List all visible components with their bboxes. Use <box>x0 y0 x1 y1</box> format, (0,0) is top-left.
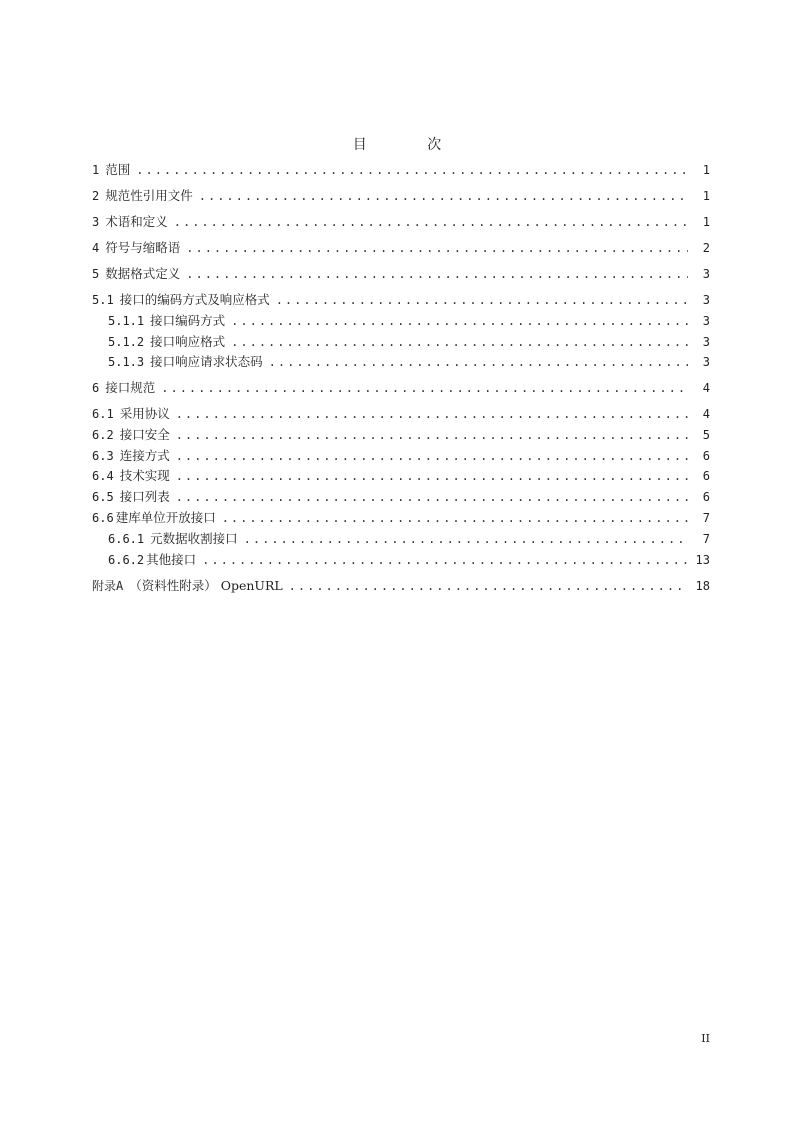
toc-leader-dots <box>269 352 688 372</box>
toc-entry-label: 接口响应格式 <box>150 334 226 349</box>
toc-leader-dots <box>231 311 688 331</box>
toc-entry[interactable] <box>0 352 794 372</box>
toc-entry[interactable] <box>0 311 794 331</box>
toc-entry-label: 其他接口 <box>146 552 197 567</box>
toc-entry-number: 6.4 <box>92 469 114 483</box>
toc-entry-number: 5.1.1 <box>108 314 145 328</box>
toc-entry-number: 6.3 <box>92 449 114 463</box>
toc-leader-dots <box>186 238 688 258</box>
toc-entry[interactable] <box>0 404 794 424</box>
toc-entry-page: 3 <box>702 267 710 281</box>
toc-entry[interactable] <box>0 378 794 398</box>
toc-entry-number: 4 <box>92 241 100 255</box>
toc-entry-label: 接口编码方式 <box>150 313 226 328</box>
toc-entry-page: 13 <box>695 553 710 567</box>
toc-entry-label: 元数据收割接口 <box>150 531 238 546</box>
toc-leader-dots <box>176 466 688 486</box>
toc-entry[interactable] <box>0 576 794 596</box>
toc-entry-label: 接口的编码方式及响应格式 <box>119 292 270 307</box>
toc-leader-dots <box>289 576 688 596</box>
toc-leader-dots <box>199 186 688 206</box>
toc-entry-label: 接口响应请求状态码 <box>150 354 263 369</box>
toc-entry-number: 5.1.3 <box>108 355 145 369</box>
toc-entry-number: 5.1.2 <box>108 335 145 349</box>
toc-leader-dots <box>176 425 688 445</box>
toc-entry[interactable] <box>0 264 794 284</box>
toc-leader-dots <box>161 378 688 398</box>
toc-entry-label: 技术实现 <box>119 468 170 483</box>
toc-entry-label: （资料性附录） OpenURL <box>129 578 283 593</box>
toc-entry-number: 6 <box>92 381 100 395</box>
toc-leader-dots <box>176 487 688 507</box>
toc-leader-dots <box>174 212 688 232</box>
toc-entry-label: 术语和定义 <box>105 214 168 229</box>
toc-entry-label: 采用协议 <box>119 406 170 421</box>
toc-entry-number: 6.1 <box>92 407 114 421</box>
toc-entry-page: 6 <box>702 490 710 504</box>
toc-entry-number: 6.6.1 <box>108 532 145 546</box>
page-title: 目 次 <box>352 137 470 153</box>
toc-entry[interactable] <box>0 550 794 570</box>
toc-entry-label: 连接方式 <box>119 448 170 463</box>
toc-entry-number: 6.5 <box>92 490 114 504</box>
toc-entry-page: 6 <box>702 449 710 463</box>
toc-entry-number: 6.2 <box>92 428 114 442</box>
toc-entry-number: 2 <box>92 189 100 203</box>
toc-entry-label: 接口安全 <box>119 427 170 442</box>
toc-leader-dots <box>244 529 688 549</box>
toc-entry[interactable] <box>0 160 794 180</box>
toc-entry-number: 3 <box>92 215 100 229</box>
toc-entry-page: 3 <box>702 355 710 369</box>
toc-entry-label: 数据格式定义 <box>105 266 181 281</box>
toc-leader-dots <box>176 446 688 466</box>
toc-leader-dots <box>231 332 688 352</box>
toc-entry-page: 3 <box>702 335 710 349</box>
toc-entry-page: 6 <box>702 469 710 483</box>
toc-leader-dots <box>222 508 688 528</box>
toc-leader-dots <box>176 404 688 424</box>
toc-entry-page: 2 <box>702 241 710 255</box>
toc-entry-page: 18 <box>695 579 710 593</box>
toc-entry-page: 7 <box>702 511 710 525</box>
toc-leader-dots <box>136 160 688 180</box>
toc-entry[interactable] <box>0 425 794 445</box>
toc-entry-label: 符号与缩略语 <box>105 240 181 255</box>
page-number: II <box>701 1032 710 1045</box>
toc-entry-number: 附录A <box>92 579 124 593</box>
toc-entry-label: 规范性引用文件 <box>105 188 193 203</box>
toc-entry[interactable] <box>0 466 794 486</box>
toc-entry-label: 接口规范 <box>105 380 156 395</box>
toc-entry-number: 5.1 <box>92 293 114 307</box>
toc-entry[interactable] <box>0 290 794 310</box>
toc-entry-number: 1 <box>92 163 100 177</box>
toc-entry[interactable] <box>0 508 794 528</box>
toc-entry-page: 5 <box>702 428 710 442</box>
toc-entry-page: 4 <box>702 381 710 395</box>
toc-entry-page: 3 <box>702 293 710 307</box>
toc-entry-page: 4 <box>702 407 710 421</box>
toc-entry[interactable] <box>0 446 794 466</box>
toc-entry-page: 1 <box>702 163 710 177</box>
toc-entry[interactable] <box>0 238 794 258</box>
toc-entry[interactable] <box>0 332 794 352</box>
toc-entry-number: 6.6 <box>92 511 114 525</box>
toc-entry[interactable] <box>0 487 794 507</box>
toc-entry-number: 6.6.2 <box>108 553 145 567</box>
toc-leader-dots <box>276 290 688 310</box>
toc-leader-dots <box>202 550 688 570</box>
toc-entry[interactable] <box>0 212 794 232</box>
toc-entry-page: 1 <box>702 215 710 229</box>
toc-entry-page: 7 <box>702 532 710 546</box>
toc-entry-label: 接口列表 <box>119 489 170 504</box>
toc-entry-number: 5 <box>92 267 100 281</box>
toc-leader-dots <box>186 264 688 284</box>
toc-entry-label: 范围 <box>105 162 131 177</box>
toc-entry-page: 1 <box>702 189 710 203</box>
toc-entry[interactable] <box>0 186 794 206</box>
toc-entry[interactable] <box>0 529 794 549</box>
toc-entry-label: 建库单位开放接口 <box>115 510 216 525</box>
toc-entry-page: 3 <box>702 314 710 328</box>
